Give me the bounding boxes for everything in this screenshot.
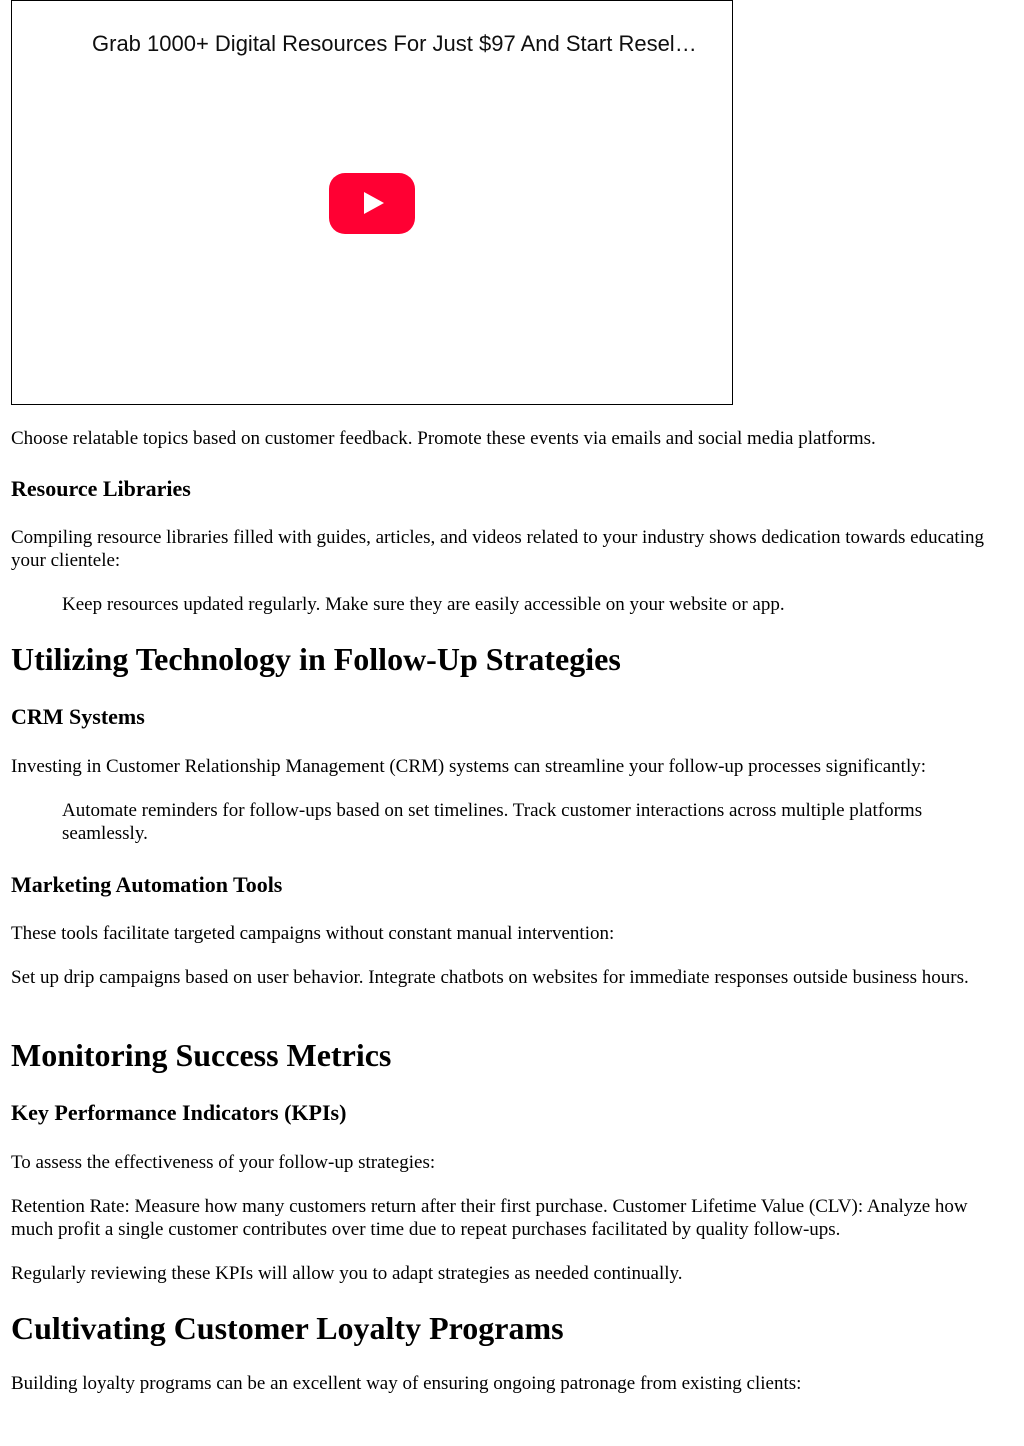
heading-monitoring-success-metrics: Monitoring Success Metrics bbox=[11, 1037, 392, 1073]
paragraph-resource-libraries: Compiling resource libraries filled with guides, articles, and videos related to your industry shows dedication towards educating your clientele: bbox=[11, 527, 984, 571]
paragraph-crm-investing: Investing in Customer Relationship Management (CRM) systems can streamline your follow-up processes significantly: bbox=[11, 756, 927, 777]
video-title[interactable]: Grab 1000+ Digital Resources For Just $97 And Start Resel… bbox=[92, 31, 697, 56]
heading-utilizing-technology: Utilizing Technology in Follow-Up Strategies bbox=[11, 641, 621, 677]
indented-paragraph-keep-resources: Keep resources updated regularly. Make sure they are easily accessible on your website or app. bbox=[62, 594, 785, 615]
heading-cultivating-loyalty: Cultivating Customer Loyalty Programs bbox=[11, 1310, 564, 1346]
paragraph-event-topics: Choose relatable topics based on customer feedback. Promote these events via emails and social media platforms. bbox=[11, 428, 876, 449]
article-content bbox=[11, 0, 1011, 1394]
play-button[interactable] bbox=[329, 173, 415, 234]
paragraph-tools-facilitate: These tools facilitate targeted campaigns without constant manual intervention: bbox=[11, 923, 615, 944]
heading-kpis: Key Performance Indicators (KPIs) bbox=[11, 1100, 347, 1125]
paragraph-retention-clv: Retention Rate: Measure how many customers return after their first purchase. Customer Lifetime Value (CLV): Analyze how much profit a single customer contributes over time due to repeat purchases facilitated by quality follow-ups. bbox=[11, 1196, 968, 1240]
indented-paragraph-automate-reminders: Automate reminders for follow-ups based on set timelines. Track customer interactions across multiple platforms seamlessly. bbox=[62, 800, 923, 844]
play-icon[interactable] bbox=[364, 192, 384, 214]
heading-resource-libraries: Resource Libraries bbox=[11, 476, 191, 501]
paragraph-drip-campaigns: Set up drip campaigns based on user behavior. Integrate chatbots on websites for immediate responses outside business hours. bbox=[11, 967, 969, 988]
paragraph-building-loyalty: Building loyalty programs can be an excellent way of ensuring ongoing patronage from existing clients: bbox=[11, 1373, 802, 1394]
paragraph-assess-effectiveness: To assess the effectiveness of your follow-up strategies: bbox=[11, 1152, 436, 1173]
heading-crm-systems: CRM Systems bbox=[11, 704, 145, 729]
heading-marketing-automation-tools: Marketing Automation Tools bbox=[11, 872, 283, 897]
video-embed[interactable] bbox=[11, 0, 733, 405]
paragraph-reviewing-kpis: Regularly reviewing these KPIs will allow you to adapt strategies as needed continually. bbox=[11, 1263, 683, 1284]
